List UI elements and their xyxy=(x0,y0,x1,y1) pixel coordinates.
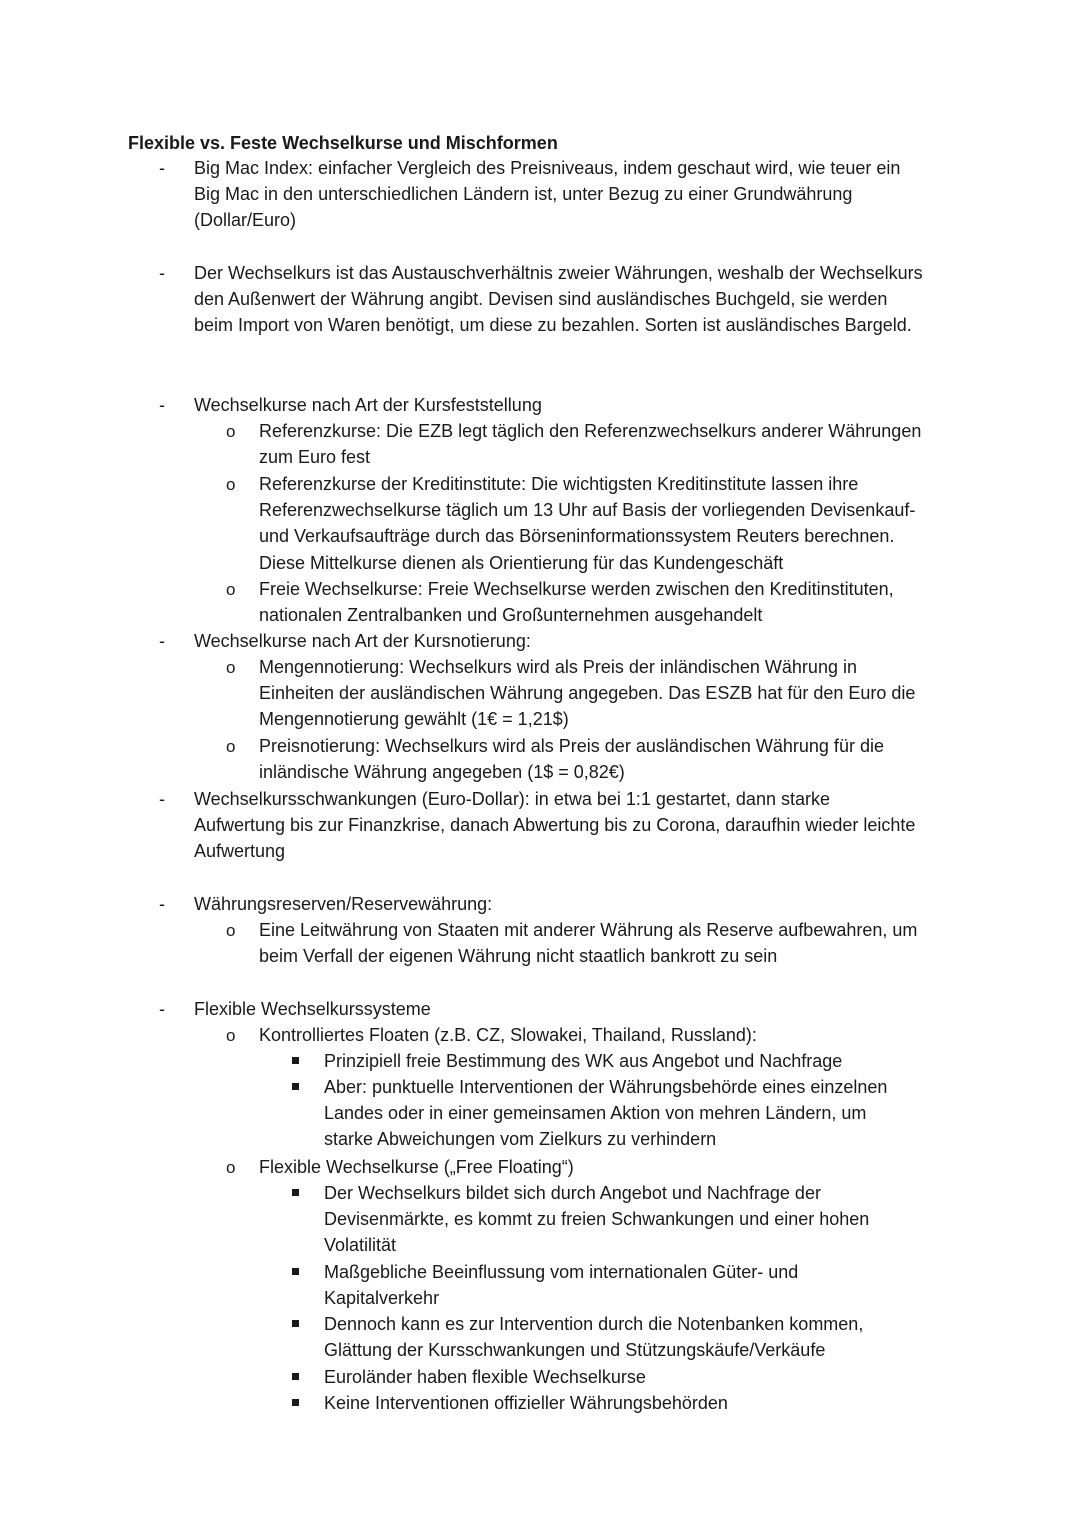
bullet-dash: - xyxy=(159,263,165,283)
bullet-circle: o xyxy=(226,580,236,599)
sub-kontrolliertes-floaten: Kontrolliertes Floaten (z.B. CZ, Slowakei, Thailand, Russland): xyxy=(259,1025,757,1045)
sub-leitwaehrung: Eine Leitwährung von Staaten mit anderer Währung als Reserve aufbewahren, um beim Verfall der eigenen Währung nicht staatlich bankrott zu sein xyxy=(259,920,918,967)
point-keine-interventionen: Keine Interventionen offizieller Währungsbehörden xyxy=(324,1393,728,1413)
sub-referenzkurse-kreditinstitute: Referenzkurse der Kreditinstitute: Die wichtigsten Kreditinstitute lassen ihre Referenzwechselkurse täglich um 13 Uhr auf Basis der vorliegenden Devisenkauf- und Verkaufsaufträge durch das Börseninformationssystem Reuters berechnen. Diese Mittelkurse dienen als Orientierung für das Kundengeschäft xyxy=(259,474,916,573)
bullet-wechselkurs-definition: Der Wechselkurs ist das Austauschverhältnis zweier Währungen, weshalb der Wechselkurs den Außenwert der Währung angibt. Devisen sind ausländisches Buchgeld, sie werden beim Import von Waren benötigt, um diese zu bezahlen. Sorten ist ausländisches Bargeld. xyxy=(194,263,923,336)
bullet-square xyxy=(292,1320,299,1327)
bullet-dash: - xyxy=(159,894,165,914)
bullet-dash: - xyxy=(159,999,165,1019)
sub-free-floating: Flexible Wechselkurse („Free Floating“) xyxy=(259,1157,574,1177)
point-intervention-notenbanken: Dennoch kann es zur Intervention durch die Notenbanken kommen, Glättung der Kursschwankungen und Stützungskäufe/Verkäufe xyxy=(324,1314,864,1361)
point-beeinflussung: Maßgebliche Beeinflussung vom internationalen Güter- und Kapitalverkehr xyxy=(324,1262,799,1309)
bullet-circle: o xyxy=(226,658,236,677)
bullet-square xyxy=(292,1189,299,1196)
bullet-circle: o xyxy=(226,1158,236,1177)
bullet-circle: o xyxy=(226,422,236,441)
sub-freie-wechselkurse: Freie Wechselkurse: Freie Wechselkurse werden zwischen den Kreditinstituten, nationalen Zentralbanken und Großunternehmen ausgehandelt xyxy=(259,579,894,626)
bullet-square xyxy=(292,1373,299,1380)
bullet-kursfeststellung: Wechselkurse nach Art der Kursfeststellung xyxy=(194,395,542,415)
point-angebot-nachfrage: Der Wechselkurs bildet sich durch Angebot und Nachfrage der Devisenmärkte, es kommt zu freien Schwankungen und einer hohen Volatilität xyxy=(324,1183,870,1256)
bullet-kursnotierung: Wechselkurse nach Art der Kursnotierung: xyxy=(194,631,531,651)
bullet-circle: o xyxy=(226,475,236,494)
sub-preisnotierung: Preisnotierung: Wechselkurs wird als Preis der ausländischen Währung für die inländische Währung angegeben (1$ = 0,82€) xyxy=(259,736,884,783)
bullet-dash: - xyxy=(159,158,165,178)
sub-mengennotierung: Mengennotierung: Wechselkurs wird als Preis der inländischen Währung in Einheiten der ausländischen Währung angegeben. Das ESZB hat für den Euro die Mengennotierung gewählt (1€ = 1,21$) xyxy=(259,657,916,730)
bullet-square xyxy=(292,1057,299,1064)
bullet-circle: o xyxy=(226,921,236,940)
bullet-dash: - xyxy=(159,395,165,415)
point-eurolaender: Euroländer haben flexible Wechselkurse xyxy=(324,1367,646,1387)
bullet-circle: o xyxy=(226,737,236,756)
bullet-square xyxy=(292,1268,299,1275)
bullet-big-mac-index: Big Mac Index: einfacher Vergleich des Preisniveaus, indem geschaut wird, wie teuer ein Big Mac in den unterschiedlichen Ländern ist, unter Bezug zu einer Grundwährung (Dollar/Euro) xyxy=(194,158,901,231)
bullet-dash: - xyxy=(159,789,165,809)
bullet-waehrungsreserven: Währungsreserven/Reservewährung: xyxy=(194,894,493,914)
bullet-wechselkursschwankungen: Wechselkursschwankungen (Euro-Dollar): in etwa bei 1:1 gestartet, dann starke Aufwertung bis zur Finanzkrise, danach Abwertung bis zu Corona, daraufhin wieder leichte Aufwertung xyxy=(194,789,916,862)
bullet-square xyxy=(292,1399,299,1406)
bullet-circle: o xyxy=(226,1026,236,1045)
point-punktuelle-interventionen: Aber: punktuelle Interventionen der Währungsbehörde eines einzelnen Landes oder in einer gemeinsamen Aktion von mehren Ländern, um starke Abweichungen vom Zielkurs zu verhindern xyxy=(324,1077,888,1150)
bullet-dash: - xyxy=(159,631,165,651)
bullet-square xyxy=(292,1083,299,1090)
bullet-flexible-wechselkurssysteme: Flexible Wechselkurssysteme xyxy=(194,999,431,1019)
sub-referenzkurse: Referenzkurse: Die EZB legt täglich den Referenzwechselkurs anderer Währungen zum Euro fest xyxy=(259,421,922,468)
document-title: Flexible vs. Feste Wechselkurse und Mischformen xyxy=(128,133,558,153)
point-freie-bestimmung: Prinzipiell freie Bestimmung des WK aus Angebot und Nachfrage xyxy=(324,1051,843,1071)
